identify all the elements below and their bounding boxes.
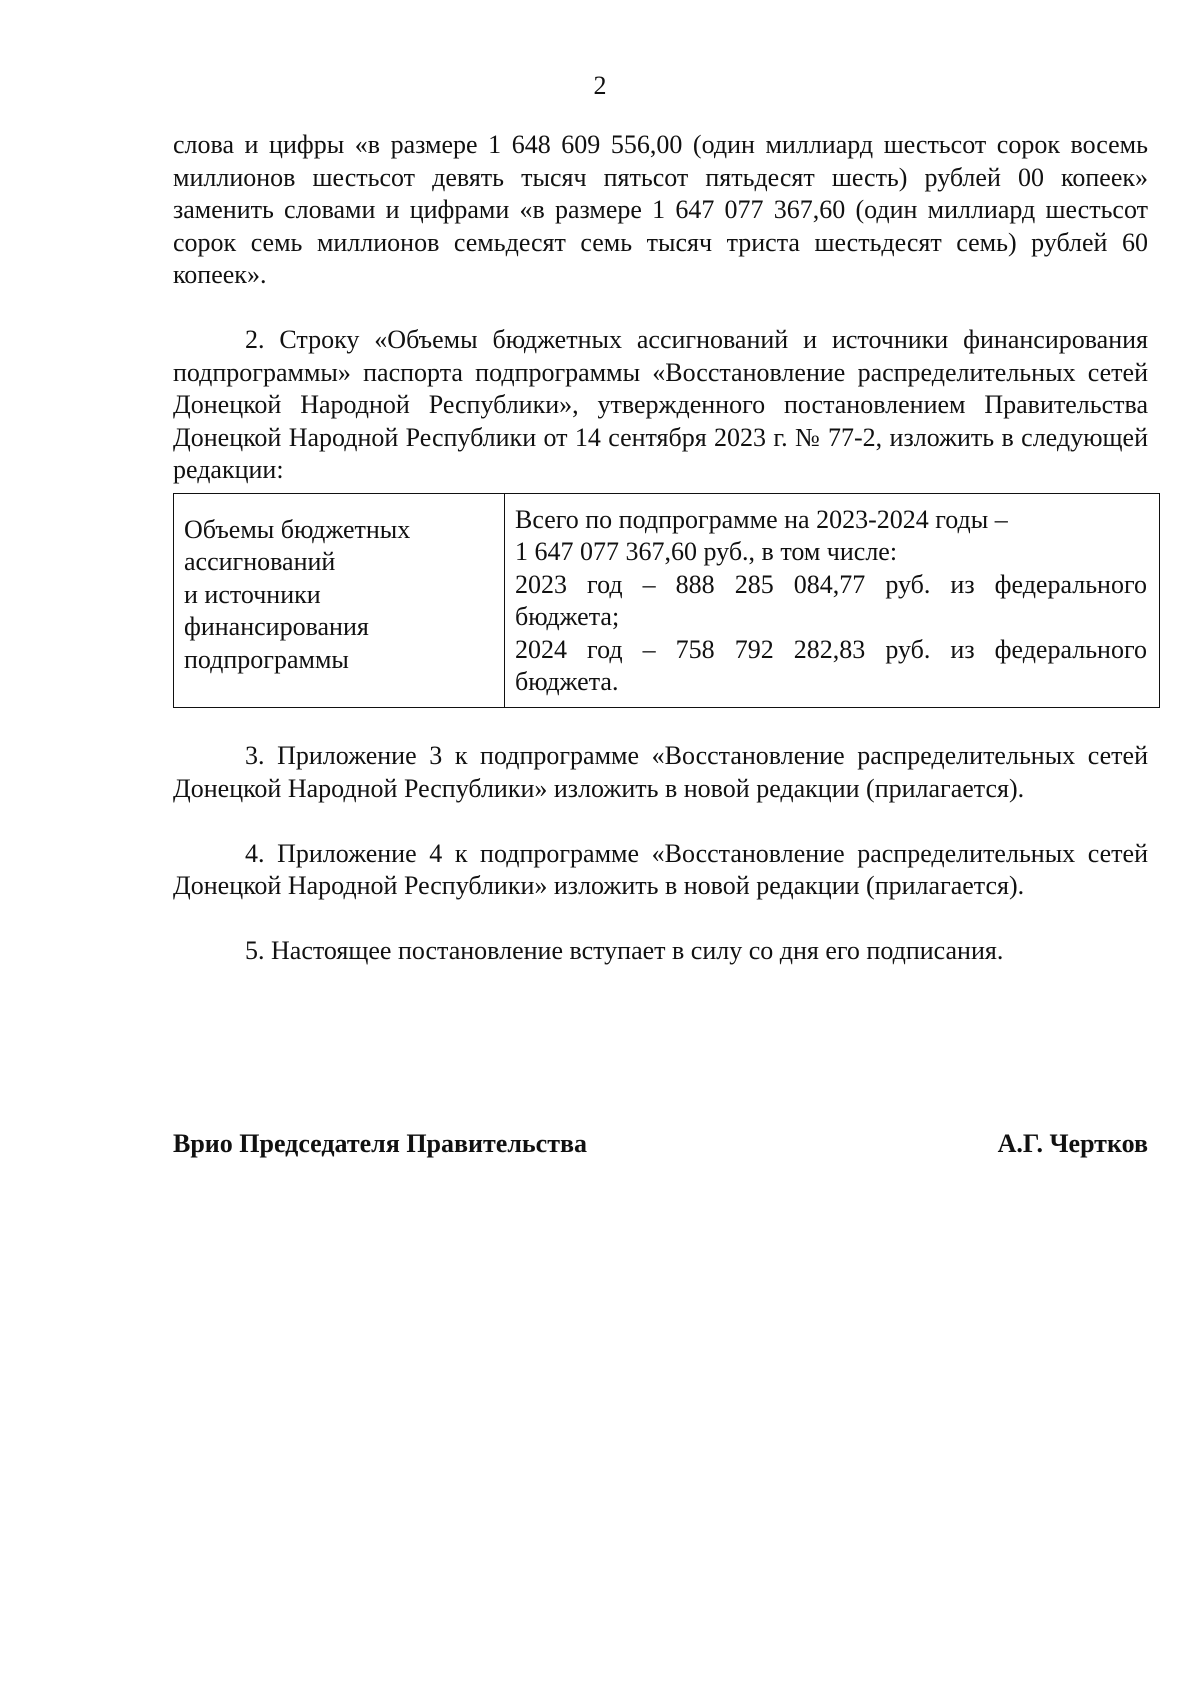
table-label-cell bbox=[174, 493, 505, 707]
value-line-2023: 2023 год – 888 285 084,77 руб. из федерального бюджета; bbox=[515, 569, 1147, 631]
table-value-cell bbox=[505, 493, 1160, 707]
page-number: 2 bbox=[593, 71, 607, 100]
table-row bbox=[174, 493, 1160, 707]
value-line-2024: 2024 год – 758 792 282,83 руб. из федерального бюджета. bbox=[515, 634, 1147, 696]
paragraph-item-3: 3. Приложение 3 к подпрограмме «Восстановление распределительных сетей Донецкой Народной Республики» изложить в новой редакции (прилагается). bbox=[173, 741, 1148, 803]
signatory-position: Врио Председателя Правительства bbox=[173, 1129, 588, 1158]
paragraph-amendment-amount: слова и цифры «в размере 1 648 609 556,00 (один миллиард шестьсот сорок восемь миллионов шестьсот девять тысяч пятьсот пятьдесят шесть) рублей 00 копеек» заменить словами и цифрами «в размере 1 647 077 367,60 (один миллиард шестьсот сорок семь миллионов семьдесят семь тысяч триста шестьдесят семь) рублей 60 копеек». bbox=[173, 130, 1148, 289]
passport-table bbox=[173, 493, 1160, 708]
paragraph-item-4: 4. Приложение 4 к подпрограмме «Восстановление распределительных сетей Донецкой Народной Республики» изложить в новой редакции (прилагается). bbox=[173, 838, 1148, 900]
paragraph-item-5: 5. Настоящее постановление вступает в силу со дня его подписания. bbox=[245, 936, 1004, 965]
signature-block bbox=[173, 1128, 1148, 1160]
document-body bbox=[173, 129, 1148, 968]
signatory-name: А.Г. Чертков bbox=[997, 1129, 1148, 1158]
label-line: Объемы бюджетных bbox=[184, 514, 411, 544]
label-line: ассигнований bbox=[184, 547, 336, 576]
label-line: и источники bbox=[184, 579, 321, 609]
label-line: подпрограммы bbox=[184, 644, 349, 674]
value-line-total-amount: 1 647 077 367,60 руб., в том числе: bbox=[515, 537, 898, 566]
label-line: финансирования bbox=[184, 612, 369, 641]
paragraph-item-2: 2. Строку «Объемы бюджетных ассигнований и источники финансирования подпрограммы» паспорта подпрограммы «Восстановление распределительных сетей Донецкой Народной Республики», утвержденного постановлением Правительства Донецкой Народной Республики от 14 сентября 2023 г. № 77-2, изложить в следующей редакции: bbox=[173, 325, 1148, 484]
value-line-total: Всего по подпрограмме на 2023-2024 годы – bbox=[515, 504, 1008, 534]
